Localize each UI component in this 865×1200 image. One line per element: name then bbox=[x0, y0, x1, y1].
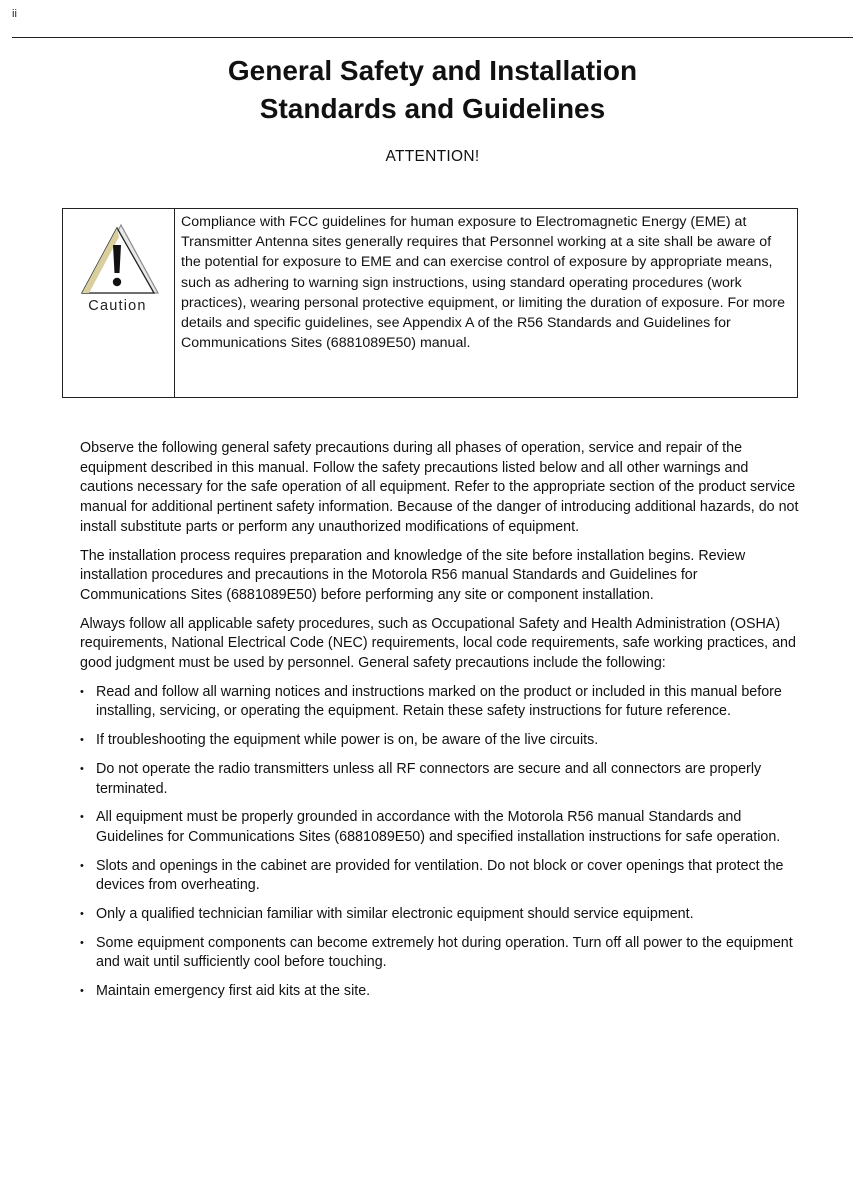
bullet-marker: • bbox=[80, 908, 84, 921]
bullet-marker: • bbox=[80, 811, 84, 824]
list-item: • Read and follow all warning notices and instructions marked on the product or included in this manual before installing, servicing, or operating the equipment. Retain these safety instructions for future reference. bbox=[80, 683, 782, 720]
page-number: ii bbox=[12, 8, 17, 20]
procedures-paragraph: Always follow all applicable safety procedures, such as Occupational Safety and Health Administration (OSHA) requirements, National Electrical Code (NEC) requirements, local code requirements, safe working practices, and good judgment must be used by personnel. General safety precautions include the following: bbox=[80, 615, 796, 672]
list-item: • Do not operate the radio transmitters unless all RF connectors are secure and all connectors are properly terminated. bbox=[80, 760, 762, 797]
page-title bbox=[0, 52, 865, 128]
bullet-marker: • bbox=[80, 936, 84, 949]
bullet-marker: • bbox=[80, 985, 84, 998]
header-rule bbox=[12, 37, 853, 38]
list-item: • Some equipment components can become extremely hot during operation. Turn off all power to the equipment and wait until sufficiently cool before touching. bbox=[80, 934, 793, 971]
bullet-marker: • bbox=[80, 685, 84, 698]
safety-body bbox=[80, 439, 802, 1011]
bullet-marker: • bbox=[80, 762, 84, 775]
bullet-marker: • bbox=[80, 734, 84, 747]
precautions-list bbox=[80, 683, 802, 1002]
caution-text: Compliance with FCC guidelines for human exposure to Electromagnetic Energy (EME) at Transmitter Antenna sites generally requires that Personnel working at a site shall be aware of the potential for exposure to EME and can exercise control of exposure by appropriate means, such as adhering to warning sign instructions, using standard operating procedures (work practices), wearing personal protective equipment, or limiting the duration of exposure. For more details and specific guidelines, see Appendix A of the R56 Standards and Guidelines for Communications Sites (6881089E50) manual. bbox=[181, 214, 786, 352]
warning-triangle-icon bbox=[78, 223, 160, 297]
list-item: • All equipment must be properly grounded in accordance with the Motorola R56 manual Standards and Guidelines for Communications Sites (6881089E50) and specified installation instructions for safe operation. bbox=[80, 809, 781, 845]
title-line-1: General Safety and Installation bbox=[227, 55, 638, 86]
list-item: • If troubleshooting the equipment while power is on, be aware of the live circuits. bbox=[80, 731, 802, 751]
list-item: • Only a qualified technician familiar with similar electronic equipment should service equipment. bbox=[80, 905, 802, 925]
installation-paragraph: The installation process requires preparation and knowledge of the site before installation begins. Review installation procedures and precautions in the Motorola R56 manual Standards and Guidelines for Communications Sites (6881089E50) before performing any site or component installation. bbox=[80, 547, 746, 603]
intro-paragraph: Observe the following general safety precautions during all phases of operation, service and repair of the equipment described in this manual. Follow the safety precautions listed below and all other warnings and cautions necessary for the safe operation of all equipment. Refer to the appropriate section of the product service manual for additional pertinent safety information. Because of the danger of introducing additional hazards, do not install substitute parts or perform any unauthorized modifications of equipment. bbox=[80, 440, 799, 535]
list-item: • Slots and openings in the cabinet are provided for ventilation. Do not block or cover openings that protect the devices from overheating. bbox=[80, 857, 784, 894]
title-line-2: Standards and Guidelines bbox=[259, 93, 606, 124]
list-item: • Maintain emergency first aid kits at the site. bbox=[80, 982, 802, 1002]
attention-heading: ATTENTION! bbox=[385, 148, 480, 165]
caution-label: Caution bbox=[88, 298, 147, 314]
bullet-marker: • bbox=[80, 859, 84, 872]
